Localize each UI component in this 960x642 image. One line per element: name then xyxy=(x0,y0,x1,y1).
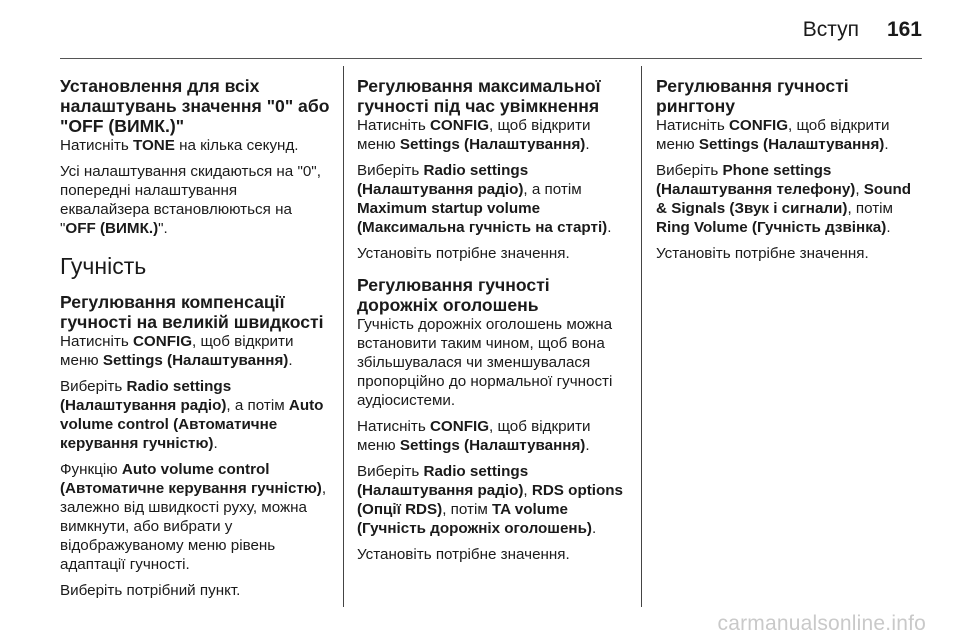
heading-reset-settings: Установлення для всіх налаштувань значення "0" або "OFF (ВИМК.)" xyxy=(60,76,330,136)
watermark: carmanualsonline.info xyxy=(717,612,926,635)
column-divider-1 xyxy=(343,66,344,607)
heading-max-startup-volume: Регулювання максимальної гучності під час увімкнення xyxy=(357,76,601,116)
paragraph-traffic-info: Гучність дорожніх оголошень можна встановити таким чином, щоб вона збільшувалася чи зменшувалася пропорційно до нормальної гучності аудіосистеми. xyxy=(357,316,613,409)
paragraph-config: Натисніть CONFIG, щоб відкрити меню Settings (Налаштування). xyxy=(357,418,591,454)
paragraph-select-ring-volume: Виберіть Phone settings (Налаштування телефону), Sound & Signals (Звук і сигнали), потім Ring Volume (Гучність дзвінка). xyxy=(656,162,912,236)
paragraph-reset-info: Усі налаштування скидаються на "0", попередні налаштування еквалайзера встановлюються на "OFF (ВИМК.)". xyxy=(60,163,321,237)
paragraph-select-option: Виберіть потрібний пункт. xyxy=(60,582,241,599)
heading-ringtone-volume: Регулювання гучності рингтону xyxy=(656,76,849,116)
paragraph-set-value: Установіть потрібне значення. xyxy=(656,245,869,262)
paragraph-config: Натисніть CONFIG, щоб відкрити меню Settings (Налаштування). xyxy=(656,117,890,153)
page-header xyxy=(803,18,922,42)
paragraph-set-value: Установіть потрібне значення. xyxy=(357,546,570,563)
heading-speed-compensation: Регулювання компенсації гучності на великій швидкості xyxy=(60,292,324,332)
column-3 xyxy=(656,76,924,270)
paragraph-select-auto-volume: Виберіть Radio settings (Налаштування радіо), а потім Auto volume control (Автоматичне керування гучністю). xyxy=(60,378,324,452)
paragraph-set-value: Установіть потрібне значення. xyxy=(357,245,570,262)
heading-volume: Гучність xyxy=(60,253,147,279)
section-title: Вступ xyxy=(802,18,859,41)
column-divider-2 xyxy=(641,66,642,607)
paragraph-config: Натисніть CONFIG, щоб відкрити меню Settings (Налаштування). xyxy=(60,333,294,369)
heading-traffic-announcements: Регулювання гучності дорожніх оголошень xyxy=(357,275,550,315)
paragraph-config: Натисніть CONFIG, щоб відкрити меню Settings (Налаштування). xyxy=(357,117,591,153)
paragraph-tone: Натисніть TONE на кілька секунд. xyxy=(60,137,299,154)
column-1 xyxy=(60,76,330,607)
column-2 xyxy=(357,76,629,571)
paragraph-select-max-volume: Виберіть Radio settings (Налаштування радіо), а потім Maximum startup volume (Максимальна гучність на старті). xyxy=(357,162,612,236)
page-number: 161 xyxy=(886,18,922,41)
paragraph-select-ta-volume: Виберіть Radio settings (Налаштування радіо), RDS options (Опції RDS), потім TA volume (Гучність дорожніх оголошень). xyxy=(357,463,623,537)
header-divider xyxy=(60,58,922,59)
paragraph-auto-volume-function: Функцію Auto volume control (Автоматичне керування гучністю), залежно від швидкості руху, можна вимкнути, або вибрати у відображуваному меню рівень адаптації гучності. xyxy=(60,461,327,573)
